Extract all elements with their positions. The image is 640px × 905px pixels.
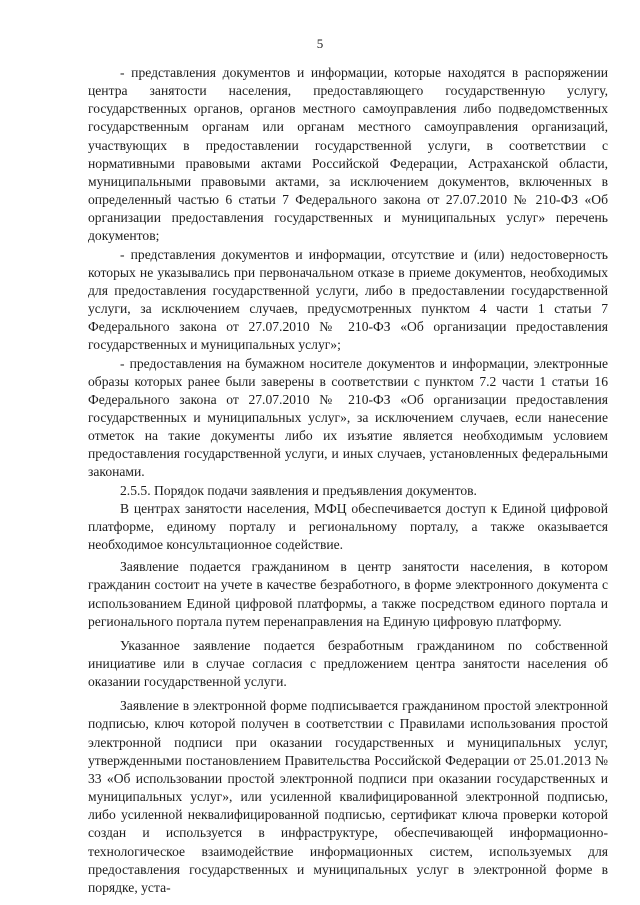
paragraph-access-platform: В центрах занятости населения, МФЦ обеспечивается доступ к Единой цифровой платформе, единому порталу и региональному порталу, а также оказывается необходимое консультационное содействие. <box>88 500 608 553</box>
section-heading-2-5-5: 2.5.5. Порядок подачи заявления и предъявления документов. <box>120 482 477 498</box>
paragraph-documents-not-indicated: - представления документов и информации, отсутствие и (или) недостоверность которых не указывались при первоначальном отказе в приеме документов, необходимых для предоставления государственной услуги, либо в предоставлении государственной услуги, за исключением случаев, предусмотренных пунктом 4 части 1 статьи 7 Федерального закона от 27.07.2010 № 210-ФЗ «Об организации предоставления государственных и муниципальных услуг»; <box>88 246 608 353</box>
paragraph-documents-in-possession: - представления документов и информации, которые находятся в распоряжении центра занятости населения, предоставляющего государственную услугу, государственных органов, органов местного самоуправления либо подведомственных государственным органам или органам местного самоуправления организаций, участвующих в предоставлении государственной услуги, в соответствии с нормативными правовыми актами Российской Федерации, Астраханской области, муниципальными правовыми актами, за исключением документов, включенных в определенный частью 6 статьи 7 Федерального закона от 27.07.2010 № 210-ФЗ «Об организации предоставления государственных и муниципальных услуг» перечень документов; <box>88 65 608 244</box>
paragraph-paper-documents: - предоставления на бумажном носителе документов и информации, электронные образы которых ранее были заверены в соответствии с пунктом 7.2 части 1 статьи 16 Федерального закона от 27.07.2010 № 210-ФЗ «Об организации предоставления государственных и муниципальных услуг», за исключением случаев, если нанесение отметок на такие документы либо их изъятие является необходимым условием предоставления государственной услуги, и иных случаев, установленных федеральными законами. <box>88 355 608 480</box>
document-body <box>88 64 608 897</box>
paragraph-application-submission: Заявление подается гражданином в центр занятости населения, в котором гражданин состоит на учете в качестве безработного, в форме электронного документа с использованием Единой цифровой платформы, а также посредством единого портала и регионального портала путем перенаправления на Единую цифровую платформу. <box>88 559 608 629</box>
paragraph-own-initiative: Указанное заявление подается безработным гражданином по собственной инициативе или в случае согласия с предложением центра занятости населения об оказании государственной услуги. <box>88 637 608 690</box>
paragraph-electronic-signature: Заявление в электронной форме подписывается гражданином простой электронной подписью, ключ которой получен в соответствии с Правилами использования простой электронной подписи при оказании государственных и муниципальных услуг, утвержденными постановлением Правительства Российской Федерации от 25.01.2013 № 33 «Об использовании простой электронной подписи при оказании государственных и муниципальных услуг», или усиленной квалифицированной электронной подписью, либо усиленной неквалифицированной подписью, сертификат ключа проверки которой создан и используется в инфраструктуре, обеспечивающей информационно-технологическое взаимодействие информационных систем, используемых для предоставления государственных и муниципальных услуг в электронной форме в порядке, уста- <box>88 698 608 895</box>
page-number: 5 <box>316 36 324 51</box>
